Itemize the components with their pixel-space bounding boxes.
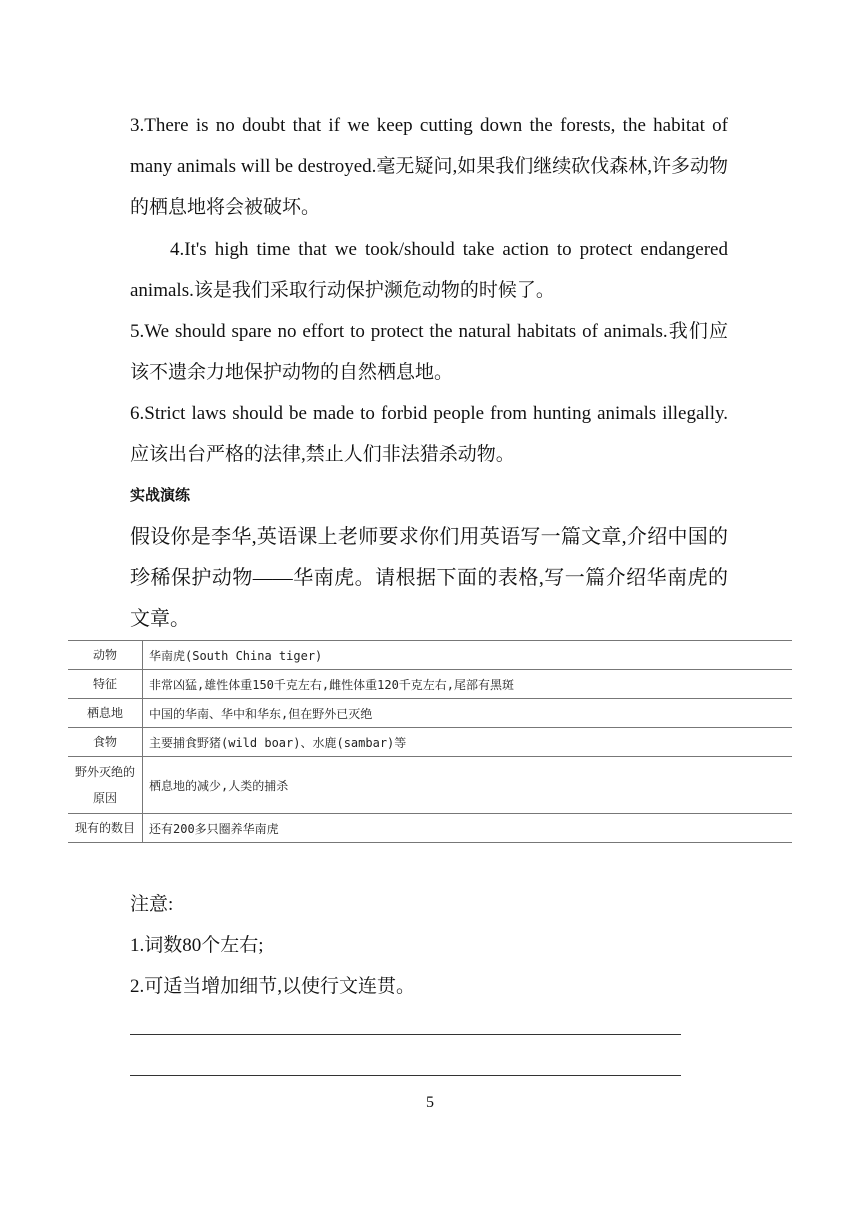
- table-row: [68, 728, 792, 757]
- row-label: 特征: [68, 670, 143, 699]
- answer-line: [130, 1075, 681, 1076]
- row-label: 食物: [68, 728, 143, 757]
- table-row: [68, 641, 792, 670]
- note-item: 2.可适当增加细节,以使行文连贯。: [130, 976, 416, 997]
- sentence-4: 4.It's high time that we took/should take action to protect endangered animals.该是我们采取行动保护濒危动物的时候了。: [130, 239, 728, 301]
- row-label: 野外灭绝的原因: [68, 757, 143, 814]
- table-row: [68, 814, 792, 843]
- notes-title: 注意:: [130, 894, 174, 915]
- row-label: 现有的数目: [68, 814, 143, 843]
- answer-line: [130, 1034, 681, 1035]
- row-value: 非常凶猛,雄性体重150千克左右,雌性体重120千克左右,尾部有黑斑: [143, 670, 793, 699]
- sentence-6: 6.Strict laws should be made to forbid people from hunting animals illegally.应该出台严格的法律,禁止人们非法猎杀动物。: [130, 403, 728, 465]
- table-row: [68, 757, 792, 814]
- sentence-5: 5.We should spare no effort to protect the natural habitats of animals.我们应该不遗余力地保护动物的自然栖息地。: [130, 321, 728, 383]
- table-row: [68, 699, 792, 728]
- info-table: [68, 640, 792, 843]
- row-label: 栖息地: [68, 699, 143, 728]
- section-heading: 实战演练: [130, 486, 191, 504]
- row-value: 主要捕食野猪(wild boar)、水鹿(sambar)等: [143, 728, 793, 757]
- row-value: 中国的华南、华中和华东,但在野外已灭绝: [143, 699, 793, 728]
- task-instructions: 假设你是李华,英语课上老师要求你们用英语写一篇文章,介绍中国的珍稀保护动物——华南虎。请根据下面的表格,写一篇介绍华南虎的文章。: [130, 526, 728, 630]
- row-value: 华南虎(South China tiger): [143, 641, 793, 670]
- sentence-3: 3.There is no doubt that if we keep cutting down the forests, the habitat of many animals will be destroyed.毫无疑问,如果我们继续砍伐森林,许多动物的栖息地将会被破坏。: [130, 115, 728, 218]
- row-value: 栖息地的减少,人类的捕杀: [143, 757, 793, 814]
- row-label: 动物: [68, 641, 143, 670]
- notes: [130, 884, 415, 1007]
- table-row: [68, 670, 792, 699]
- row-value: 还有200多只圈养华南虎: [143, 814, 793, 843]
- note-item: 1.词数80个左右;: [130, 935, 264, 956]
- page-number: 5: [426, 1094, 434, 1111]
